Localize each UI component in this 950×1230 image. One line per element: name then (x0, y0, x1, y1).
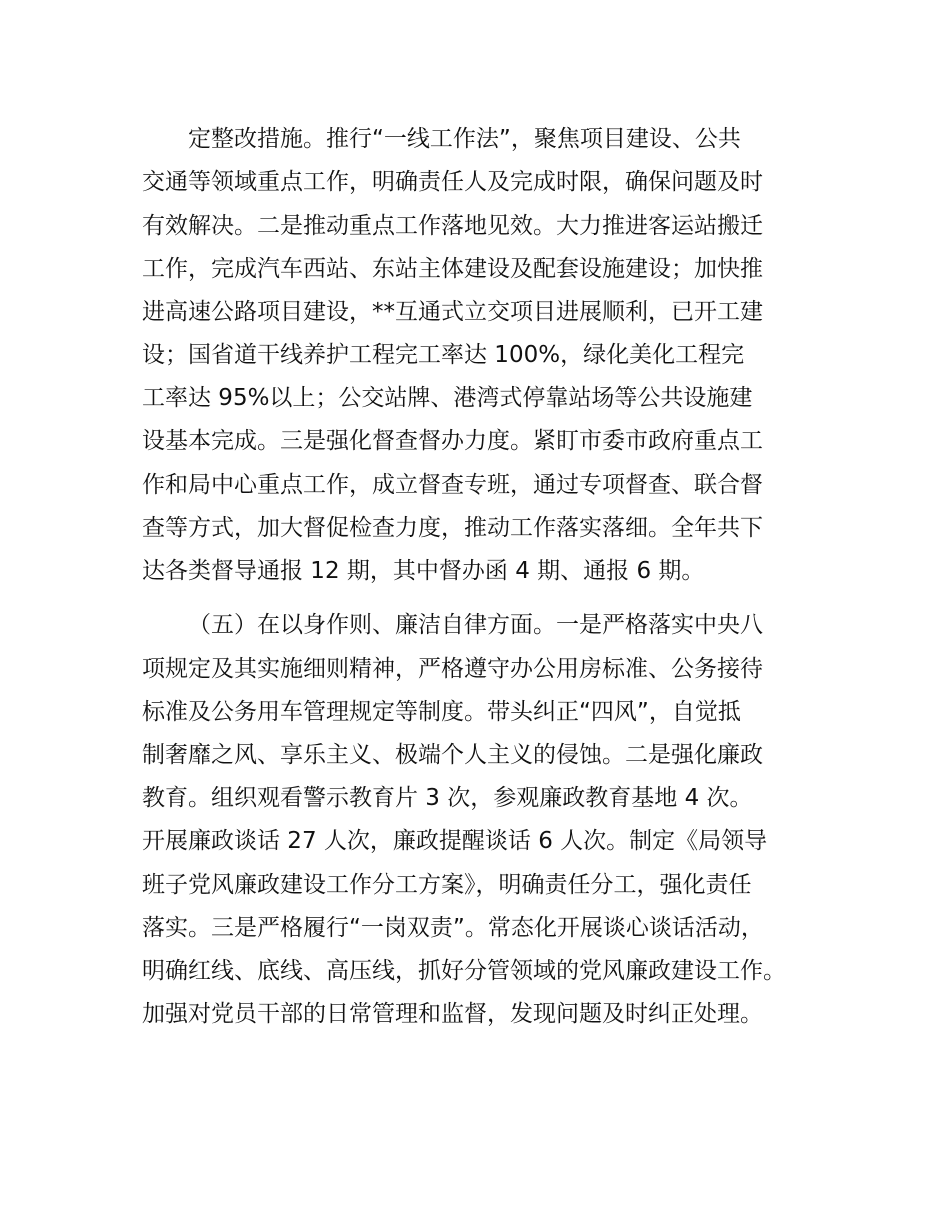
paragraph-line: 标准及公务用车管理规定等制度。带头纠正“四风”，自觉抵 (142, 699, 741, 725)
paragraph-line: 作和局中心重点工作，成立督查专班，通过专项督查、联合督 (142, 472, 763, 498)
paragraph-line: 定整改措施。推行“一线工作法”，聚焦项目建设、公共 (188, 126, 741, 152)
paragraph-line: 设基本完成。三是强化督查督办力度。紧盯市委市政府重点工 (142, 428, 763, 454)
paragraph-line: 教育。组织观看警示教育片 3 次，参观廉政教育基地 4 次。 (142, 785, 753, 811)
paragraph-line: 落实。三是严格履行“一岗双责”。常态化开展谈心谈话活动， (142, 915, 764, 941)
paragraph-line: 开展廉政谈话 27 人次，廉政提醒谈话 6 人次。制定《局领导 (142, 828, 768, 854)
paragraph-line: 加强对党员干部的日常管理和监督，发现问题及时纠正处理。 (142, 1001, 763, 1027)
paragraph-line: 制奢靡之风、享乐主义、极端个人主义的侵蚀。二是强化廉政 (142, 742, 763, 768)
paragraph-line: 达各类督导通报 12 期，其中督办函 4 期、通报 6 期。 (142, 558, 705, 584)
section-heading-line: （五）在以身作则、廉洁自律方面。一是严格落实中央八 (188, 612, 763, 638)
paragraph-line: 设；国省道干线养护工程完工率达 100%，绿化美化工程完 (142, 342, 745, 368)
paragraph-line: 工作，完成汽车西站、东站主体建设及配套设施建设；加快推 (142, 256, 763, 282)
paragraph-line: 班子党风廉政建设工作分工方案》，明确责任分工，强化责任 (142, 872, 752, 898)
paragraph-line: 明确红线、底线、高压线，抓好分管领域的党风廉政建设工作。 (142, 958, 786, 984)
paragraph-line: 有效解决。二是推动重点工作落地见效。大力推进客运站搬迁 (142, 213, 763, 239)
paragraph-line: 项规定及其实施细则精神，严格遵守办公用房标准、公务接待 (142, 656, 763, 682)
paragraph-line: 交通等领域重点工作，明确责任人及完成时限，确保问题及时 (142, 169, 763, 195)
paragraph-line: 进高速公路项目建设，**互通式立交项目进展顺利，已开工建 (142, 299, 763, 325)
paragraph-line: 查等方式，加大督促检查力度，推动工作落实落细。全年共下 (142, 515, 763, 541)
paragraph-line: 工率达 95%以上；公交站牌、港湾式停靠站场等公共设施建 (142, 385, 753, 411)
